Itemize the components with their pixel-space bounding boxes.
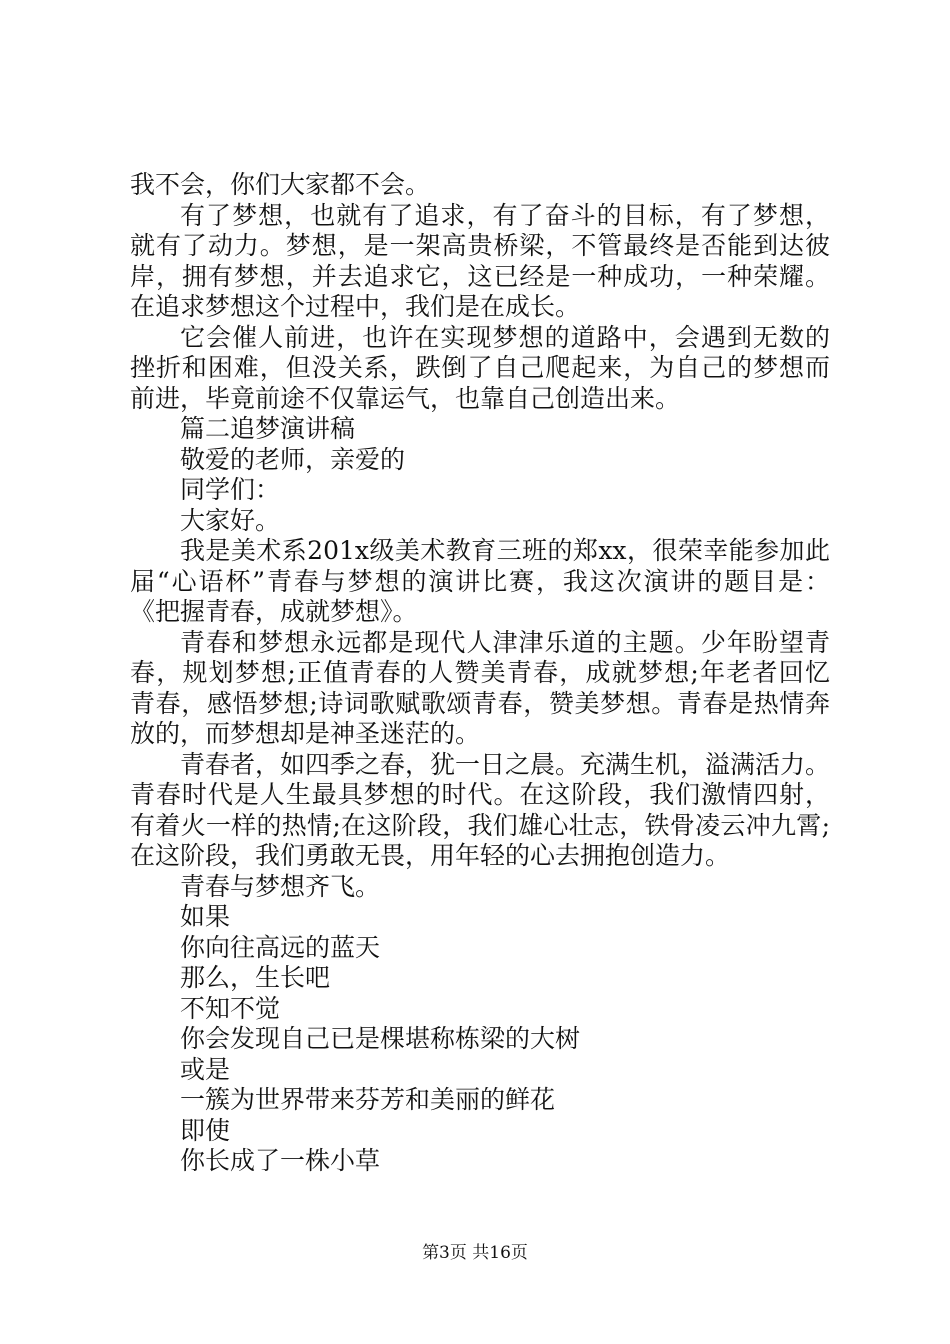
text-line: 春，规划梦想;正值青春的人赞美青春，成就梦想;年老者回忆: [130, 658, 830, 687]
section-heading: 篇二追梦演讲稿: [180, 414, 356, 443]
poem-line: 那么，生长吧: [180, 963, 331, 992]
text-line: 在这阶段，我们勇敢无畏，用年轻的心去拥抱创造力。: [130, 841, 731, 870]
text-line: 青春，感悟梦想;诗词歌赋歌颂青春，赞美梦想。青春是热情奔: [130, 688, 830, 718]
text-line: 青春和梦想永远都是现代人津津乐道的主题。少年盼望青: [180, 627, 830, 657]
poem-line: 你会发现自己已是棵堪称栋梁的大树: [180, 1024, 581, 1053]
text-line: 青春时代是人生最具梦想的时代。在这阶段，我们激情四射，: [130, 780, 830, 809]
text-line: 前进，毕竟前途不仅靠运气，也靠自己创造出来。: [130, 383, 681, 413]
document-body: [130, 170, 830, 1177]
text-line: 敬爱的老师，亲爱的: [180, 444, 406, 474]
poem-line: 如果: [180, 902, 231, 931]
text-line: 《把握青春，成就梦想》。: [130, 597, 418, 626]
text-line: 青春者，如四季之春，犹一日之晨。充满生机，溢满活力。: [180, 749, 830, 779]
text-line: 挫折和困难，但没关系，跌倒了自己爬起来，为自己的梦想而: [130, 353, 830, 382]
text-line: 有了梦想，也就有了追求，有了奋斗的目标，有了梦想，: [180, 200, 830, 230]
text-line: 青春与梦想齐飞。: [180, 871, 381, 901]
poem-line: 你向往高远的蓝天: [180, 932, 381, 962]
text-line: 岸，拥有梦想，并去追求它，这已经是一种成功，一种荣耀。: [130, 261, 830, 291]
poem-line: 你长成了一株小草: [180, 1146, 381, 1175]
poem-line: 一簇为世界带来芬芳和美丽的鲜花: [180, 1085, 556, 1114]
text-line: 届“心语杯”青春与梦想的演讲比赛，我这次演讲的题目是：: [130, 566, 830, 596]
text-line: 就有了动力。梦想，是一架高贵桥梁，不管最终是否能到达彼: [130, 231, 830, 260]
text-line: 有着火一样的热情;在这阶段，我们雄心壮志，铁骨凌云冲九霄;: [130, 810, 830, 840]
poem-line: 不知不觉: [180, 993, 281, 1023]
text-line: 它会催人前进，也许在实现梦想的道路中，会遇到无数的: [180, 322, 830, 352]
text-line: 在追求梦想这个过程中，我们是在成长。: [130, 292, 581, 321]
poem-line: 或是: [180, 1054, 231, 1084]
text-line: 我不会，你们大家都不会。: [130, 170, 431, 199]
text-line: 我是美术系201x级美术教育三班的郑xx，很荣幸能参加此: [180, 536, 830, 565]
text-line: 放的，而梦想却是神圣迷茫的。: [130, 719, 481, 748]
text-line: 同学们：: [180, 475, 281, 504]
text-line: 大家好。: [180, 505, 281, 535]
poem-line: 即使: [180, 1115, 231, 1145]
page-footer: 第3页 共16页: [422, 1243, 528, 1263]
